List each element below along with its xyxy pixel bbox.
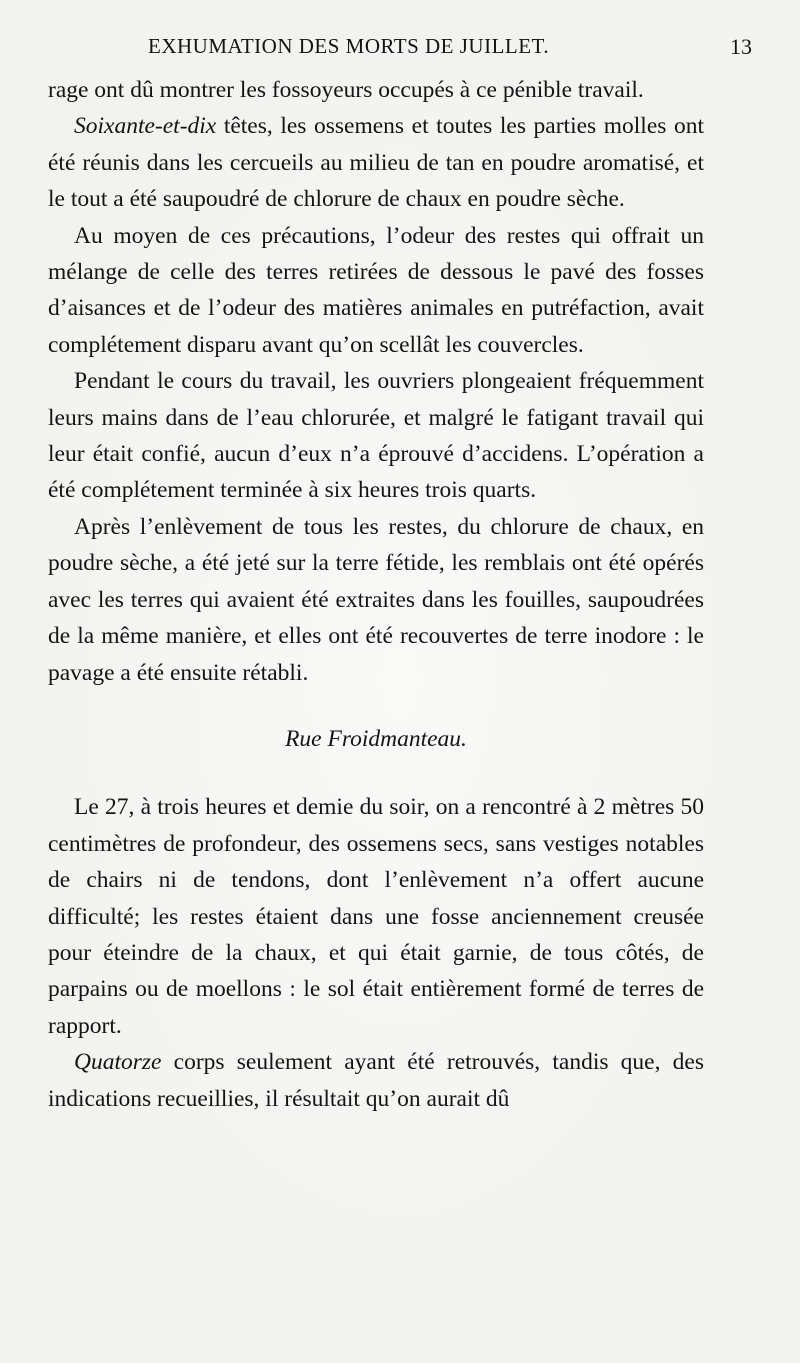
- paragraph-quatorze-text: corps seulement ayant été retrouvés, tandis que, des indications recueillies, il résultait qu’on aurait dû: [48, 1049, 704, 1112]
- emphasis-soixante: Soixante-et-dix: [74, 113, 217, 140]
- emphasis-quatorze: Quatorze: [74, 1049, 162, 1076]
- running-head: EXHUMATION DES MORTS DE JUILLET.: [148, 34, 550, 58]
- paragraph-soixante-text: têtes, les ossemens et toutes les parties molles ont été réunis dans les cercueils au milieu de tan en poudre aromatisé, et le tout a été saupoudré de chlorure de chaux en poudre sèche.: [48, 113, 704, 213]
- body-text: [48, 72, 704, 1117]
- paragraph-travail: Pendant le cours du travail, les ouvriers plongeaient fréquemment leurs mains dans de l’eau chlorurée, et malgré le fatigant travail qui leur était confié, aucun d’eux n’a éprouvé d’accidens. L’opération a été complétement terminée à six heures trois quarts.: [48, 368, 704, 504]
- page-header: [48, 34, 752, 64]
- paragraph-enlevement: Après l’enlèvement de tous les restes, du chlorure de chaux, en poudre sèche, a été jeté sur la terre fétide, les remblais ont été opérés avec les terres qui avaient été extraites dans les fouilles, saupoudrées de la même manière, et elles ont été recouvertes de terre inodore : le pavage a été ensuite rétabli.: [48, 513, 704, 686]
- paragraph-soixante: [48, 108, 704, 217]
- section-heading: Rue Froidmanteau.: [285, 725, 467, 752]
- paragraph-le-27: Le 27, à trois heures et demie du soir, on a rencontré à 2 mètres 50 centimètres de profondeur, des ossemens secs, sans vestiges notables de chairs ni de tendons, dont l’enlèvement n’a offert aucune difficulté; les restes étaient dans une fosse anciennement creusée pour éteindre de la chaux, et qui était garnie, de tous côtés, de parpains ou de moellons : le sol était entièrement formé de terres de rapport.: [48, 794, 704, 1039]
- page-number: 13: [730, 34, 752, 59]
- paragraph-continued: rage ont dû montrer les fossoyeurs occupés à ce pénible travail.: [48, 77, 644, 103]
- paragraph-quatorze: [48, 1044, 704, 1117]
- paragraph-precautions: Au moyen de ces précautions, l’odeur des restes qui offrait un mélange de celle des terres retirées de dessous le pavé des fosses d’aisances et de l’odeur des matières animales en putréfaction, avait complétement disparu avant qu’on scellât les couvercles.: [48, 222, 704, 358]
